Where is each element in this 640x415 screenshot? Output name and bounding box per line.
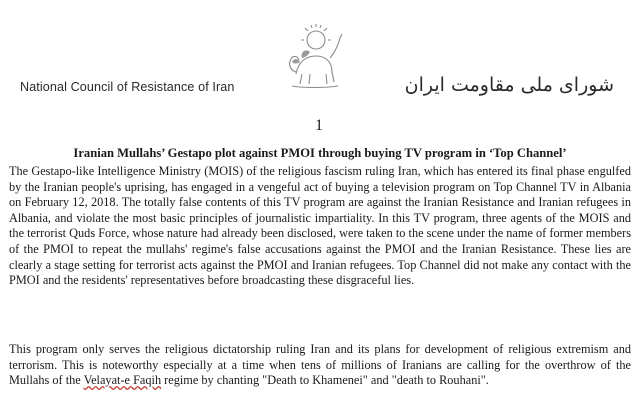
spellcheck-underlined-term: Velayat-e Faqih (83, 373, 162, 388)
document-title: Iranian Mullahs’ Gestapo plot against PMOI through buying TV program in ‘Top Channel’ (73, 146, 567, 160)
org-name-persian: شورای ملی مقاومت ایران (404, 74, 614, 96)
paragraph-2-text-end: regime by chanting "Death to Khamenei" and "death to Rouhani". (161, 373, 489, 388)
paragraph-2-text-start: This program only serves the religious dictatorship ruling Iran and its plans for development of religious extremism and terrorism. This is noteworthy especially at a time when tens of millions of Iranians are calling for the overthrow of the Mullahs of the (9, 342, 631, 388)
org-name-english: National Council of Resistance of Iran (20, 80, 235, 94)
lion-and-sun-emblem-icon (282, 22, 344, 92)
page-number: 1 (315, 117, 323, 134)
body-paragraph-1: The Gestapo-like Intelligence Ministry (MOIS) of the religious fascism ruling Iran, which has entered its final phase engulfed by the Iranian people's uprising, has engaged in a vengeful act of buying a television program on Top Channel TV in Albania on February 12, 2018. The totally false contents of this TV program are against the Iranian Resistance and Iranian refugees in Albania, and violate the most basic principles of journalistic impartiality. In this TV program, three agents of the MOIS and the terrorist Quds Force, whose nature had already been disclosed, were taken to the scene under the name of former members of the PMOI to repeat the mullahs' regime's false accusations against the PMOI and the Iranian Resistance. These lies are clearly a stage setting for terrorist acts against the PMOI and Iranian refugees. Top Channel did not make any contact with the PMOI and the residents' representatives before broadcasting these disgraceful lies. (9, 164, 631, 288)
body-paragraph-2 (9, 342, 631, 389)
